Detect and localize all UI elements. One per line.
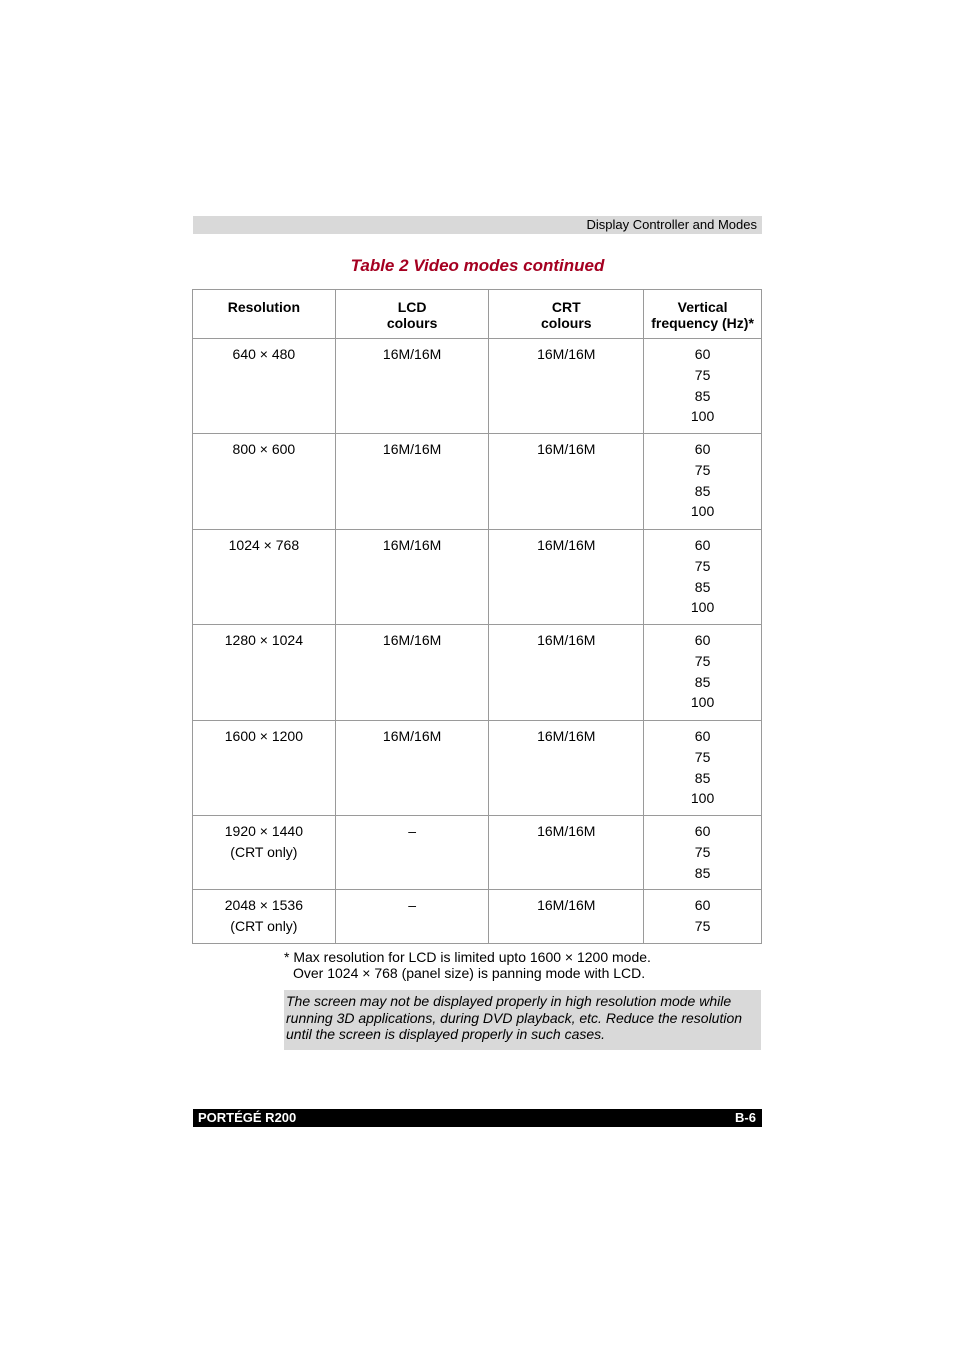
cell-vertical-frequency: 60 75 85: [644, 816, 762, 890]
cell-resolution: 2048 × 1536 (CRT only): [193, 890, 336, 944]
cell-resolution: 1920 × 1440 (CRT only): [193, 816, 336, 890]
note-line: running 3D applications, during DVD playback, etc. Reduce the resolution: [286, 1009, 743, 1026]
cell-crt-colours: 16M/16M: [489, 890, 644, 944]
note-box: [284, 990, 761, 1050]
cell-vertical-frequency: 60 75 85 100: [644, 625, 762, 721]
cell-crt-colours: 16M/16M: [489, 434, 644, 530]
running-header: [193, 216, 762, 234]
footnote-line: * Max resolution for LCD is limited upto 1600 × 1200 mode.: [284, 949, 651, 965]
table-row: [193, 721, 762, 816]
table-body: [193, 339, 762, 944]
table-row: [193, 339, 762, 434]
table-row: [193, 890, 762, 944]
table-row: [193, 816, 762, 890]
table-row: [193, 434, 762, 530]
cell-lcd-colours: –: [335, 890, 489, 944]
cell-crt-colours: 16M/16M: [489, 339, 644, 434]
cell-vertical-frequency: 60 75: [644, 890, 762, 944]
column-header-lcd-colours: LCD colours: [335, 290, 489, 339]
cell-lcd-colours: –: [335, 816, 489, 890]
cell-lcd-colours: 16M/16M: [335, 530, 489, 625]
table-row: [193, 530, 762, 625]
cell-vertical-frequency: 60 75 85 100: [644, 721, 762, 816]
cell-lcd-colours: 16M/16M: [335, 434, 489, 530]
section-title: Display Controller and Modes: [586, 217, 757, 232]
cell-resolution: 640 × 480: [193, 339, 336, 434]
cell-lcd-colours: 16M/16M: [335, 721, 489, 816]
cell-crt-colours: 16M/16M: [489, 530, 644, 625]
note-line: The screen may not be displayed properly in high resolution mode while: [286, 993, 732, 1009]
footnote: [284, 949, 651, 981]
column-header-resolution: Resolution: [193, 290, 336, 339]
table-caption: Table 2 Video modes continued: [350, 256, 605, 275]
cell-crt-colours: 16M/16M: [489, 625, 644, 721]
cell-vertical-frequency: 60 75 85 100: [644, 434, 762, 530]
cell-resolution: 800 × 600: [193, 434, 336, 530]
column-header-crt-colours: CRT colours: [489, 290, 644, 339]
cell-resolution: 1024 × 768: [193, 530, 336, 625]
cell-lcd-colours: 16M/16M: [335, 339, 489, 434]
cell-crt-colours: 16M/16M: [489, 721, 644, 816]
video-modes-table: [192, 289, 762, 944]
page-number: B-6: [735, 1110, 756, 1125]
table-header-row: [193, 290, 762, 339]
table-row: [193, 625, 762, 721]
cell-resolution: 1280 × 1024: [193, 625, 336, 721]
column-header-vertical-frequency: Vertical frequency (Hz)*: [644, 290, 762, 339]
note-line: until the screen is displayed properly in such cases.: [286, 1026, 606, 1042]
product-name: PORTÉGÉ R200: [198, 1110, 297, 1125]
footnote-line: Over 1024 × 768 (panel size) is panning mode with LCD.: [293, 965, 646, 981]
cell-vertical-frequency: 60 75 85 100: [644, 530, 762, 625]
cell-crt-colours: 16M/16M: [489, 816, 644, 890]
cell-vertical-frequency: 60 75 85 100: [644, 339, 762, 434]
cell-resolution: 1600 × 1200: [193, 721, 336, 816]
cell-lcd-colours: 16M/16M: [335, 625, 489, 721]
running-footer: [193, 1109, 762, 1127]
